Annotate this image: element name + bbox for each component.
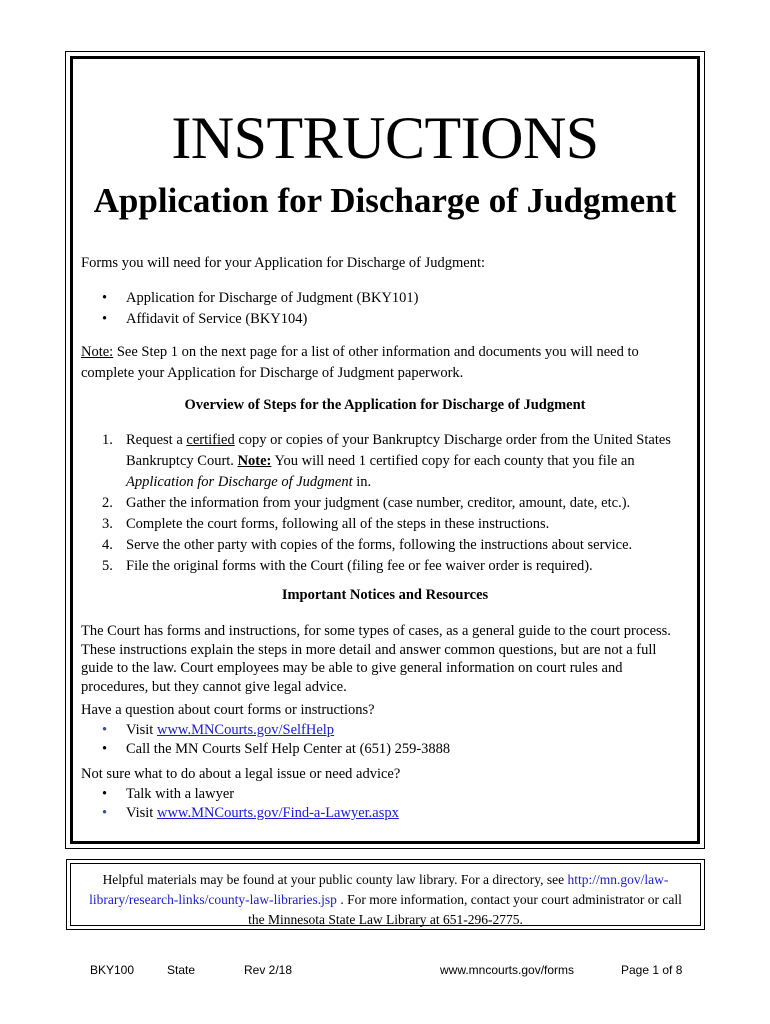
step-item: 4. Serve the other party with copies of the forms, following the instructions about service. xyxy=(102,537,633,553)
steps-list xyxy=(80,430,680,577)
list-item: • Affidavit of Service (BKY104) xyxy=(80,309,680,330)
bullet-icon: • xyxy=(102,290,108,306)
bullet-icon: • xyxy=(102,805,108,821)
advice-list xyxy=(80,785,680,823)
forms-list xyxy=(80,288,680,330)
list-item: • Visit www.MNCourts.gov/SelfHelp xyxy=(102,722,335,738)
question-intro: Have a question about court forms or instructions? xyxy=(81,702,375,718)
court-paragraph: The Court has forms and instructions, for some types of cases, as a general guide to the court process. These instructions explain the steps in more detail and answer common questions, but are not a full guide to the law. Court employees may be able to give general information on court rules and procedures, but they cannot give legal advice. xyxy=(81,623,671,695)
law-library-box-inner xyxy=(70,863,701,926)
bullet-icon: • xyxy=(102,311,108,327)
step-item: 1. Request a certified copy or copies of your Bankruptcy Discharge order from the United States Bankruptcy Court. Note: You will need 1 certified copy for each county that you file an Application for Discharge of Judgment in. xyxy=(102,432,671,490)
law-library-line-2: library/research-links/county-law-libraries.jsp . For more information, contact your court administrator or call xyxy=(89,892,682,907)
note-label: Note: xyxy=(81,344,114,360)
list-item: • Application for Discharge of Judgment (BKY101) xyxy=(80,288,680,309)
step-item: 3. Complete the court forms, following all of the steps in these instructions. xyxy=(102,516,550,532)
step-item: 2. Gather the information from your judgment (case number, creditor, amount, date, etc.). xyxy=(102,495,631,511)
find-lawyer-link[interactable]: www.MNCourts.gov/Find-a-Lawyer.aspx xyxy=(156,805,399,821)
form-code: BKY100 xyxy=(90,963,135,977)
page-title: INSTRUCTIONS xyxy=(171,105,599,171)
advice-intro: Not sure what to do about a legal issue or need advice? xyxy=(81,766,401,782)
form-revision: Rev 2/18 xyxy=(244,963,293,977)
list-item: • Call the MN Courts Self Help Center at (651) 259-3888 xyxy=(102,741,451,757)
law-library-line-3: the Minnesota State Law Library at 651-296-2775. xyxy=(248,912,523,927)
forms-website: www.mncourts.gov/forms xyxy=(440,963,575,977)
law-library-link-b[interactable]: library/research-links/county-law-libraries.jsp xyxy=(89,892,337,907)
law-library-line-1: Helpful materials may be found at your public county law library. For a directory, see http://mn.gov/law- xyxy=(102,872,669,887)
bullet-icon: • xyxy=(102,741,108,757)
law-library-link-a[interactable]: http://mn.gov/law- xyxy=(567,872,669,887)
page-number: Page 1 of 8 xyxy=(621,963,683,977)
form-scope: State xyxy=(167,963,196,977)
forms-intro: Forms you will need for your Application for Discharge of Judgment: xyxy=(81,255,486,271)
law-library-box xyxy=(66,859,705,930)
overview-heading: Overview of Steps for the Application for Discharge of Judgment xyxy=(184,397,586,413)
selfhelp-link[interactable]: www.MNCourts.gov/SelfHelp xyxy=(156,722,335,738)
bullet-icon: • xyxy=(102,786,108,802)
bullet-icon: • xyxy=(102,722,108,738)
note-paragraph xyxy=(81,342,681,384)
list-item: • Talk with a lawyer xyxy=(102,786,235,802)
question-list xyxy=(80,721,680,759)
step-item: 5. File the original forms with the Court (filing fee or fee waiver order is required). xyxy=(102,558,593,574)
notices-heading: Important Notices and Resources xyxy=(281,587,489,603)
list-item: • Visit www.MNCourts.gov/Find-a-Lawyer.aspx xyxy=(102,805,399,821)
note-text: See Step 1 on the next page for a list of other information and documents you will need to complete your Application for Discharge of Judgment paperwork. xyxy=(81,344,639,381)
page-subtitle: Application for Discharge of Judgment xyxy=(93,181,677,220)
